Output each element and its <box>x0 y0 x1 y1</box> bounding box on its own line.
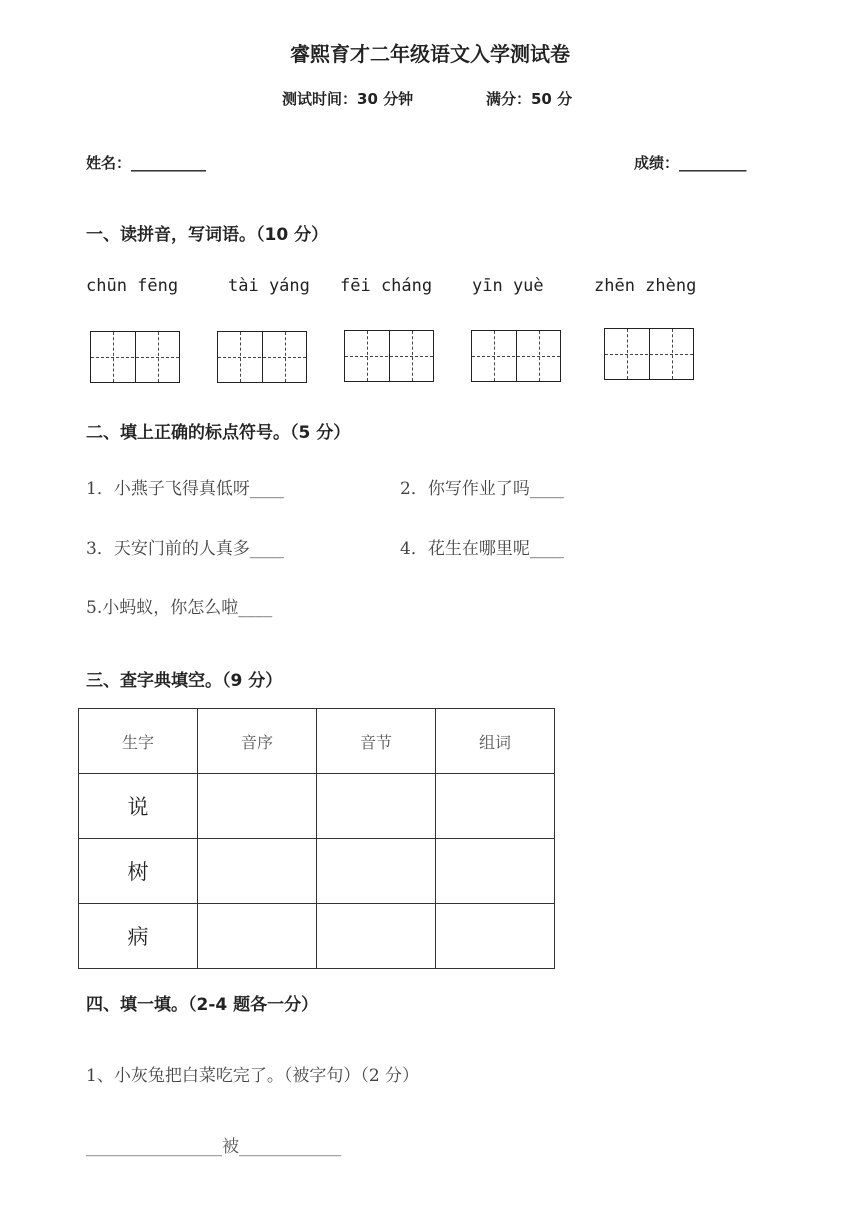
table-cell-blank[interactable] <box>317 774 436 839</box>
table-cell-blank[interactable] <box>198 774 317 839</box>
section-1-heading: 一、读拼音，写词语。（10 分） <box>86 225 329 245</box>
pinyin-3: fēi cháng <box>340 276 433 296</box>
punctuation-q3: 3．天安门前的人真多____ <box>86 539 284 559</box>
table-header-row <box>79 709 555 774</box>
table-header: 生字 <box>79 709 198 774</box>
writing-grid-2[interactable] <box>217 331 307 383</box>
writing-grid-3[interactable] <box>344 330 434 382</box>
table-row <box>79 839 555 904</box>
table-cell-blank[interactable] <box>436 904 555 969</box>
section-4-heading: 四、填一填。（2-4 题各一分） <box>86 995 319 1015</box>
s4-question-1: 1、小灰兔把白菜吃完了。（被字句）（2 分） <box>86 1066 420 1086</box>
punctuation-q1: 1．小燕子飞得真低呀____ <box>86 479 284 499</box>
table-cell-blank[interactable] <box>198 839 317 904</box>
page-title: 睿熙育才二年级语文入学测试卷 <box>290 42 570 66</box>
writing-grid-1[interactable] <box>90 331 180 383</box>
table-header: 音节 <box>317 709 436 774</box>
writing-grid-4[interactable] <box>471 330 561 382</box>
writing-grid-5[interactable] <box>604 328 694 380</box>
table-cell-char: 说 <box>79 774 198 839</box>
pinyin-5: zhēn zhèng <box>594 276 697 296</box>
table-cell-blank[interactable] <box>436 774 555 839</box>
s4-answer-line[interactable]: ________________被____________ <box>86 1137 341 1157</box>
test-time: 测试时间：30 分钟 <box>282 90 414 108</box>
pinyin-1: chūn fēng <box>86 276 179 296</box>
full-score: 满分：50 分 <box>486 90 573 108</box>
table-header: 组词 <box>436 709 555 774</box>
table-cell-blank[interactable] <box>317 904 436 969</box>
table-row <box>79 774 555 839</box>
pinyin-2: tài yáng <box>228 276 310 296</box>
pinyin-4: yīn yuè <box>472 276 544 296</box>
punctuation-q5: 5.小蚂蚁，你怎么啦____ <box>86 598 273 618</box>
score-field: 成绩：_________ <box>634 154 747 172</box>
table-header: 音序 <box>198 709 317 774</box>
punctuation-q2: 2．你写作业了吗____ <box>400 479 564 499</box>
name-field: 姓名：__________ <box>86 154 207 172</box>
table-cell-char: 病 <box>79 904 198 969</box>
table-cell-blank[interactable] <box>317 839 436 904</box>
table-cell-blank[interactable] <box>198 904 317 969</box>
table-row <box>79 904 555 969</box>
table-cell-char: 树 <box>79 839 198 904</box>
section-2-heading: 二、填上正确的标点符号。（5 分） <box>86 423 351 443</box>
table-cell-blank[interactable] <box>436 839 555 904</box>
dictionary-table <box>78 708 555 969</box>
section-3-heading: 三、查字典填空。（9 分） <box>86 671 283 691</box>
punctuation-q4: 4．花生在哪里呢____ <box>400 539 564 559</box>
